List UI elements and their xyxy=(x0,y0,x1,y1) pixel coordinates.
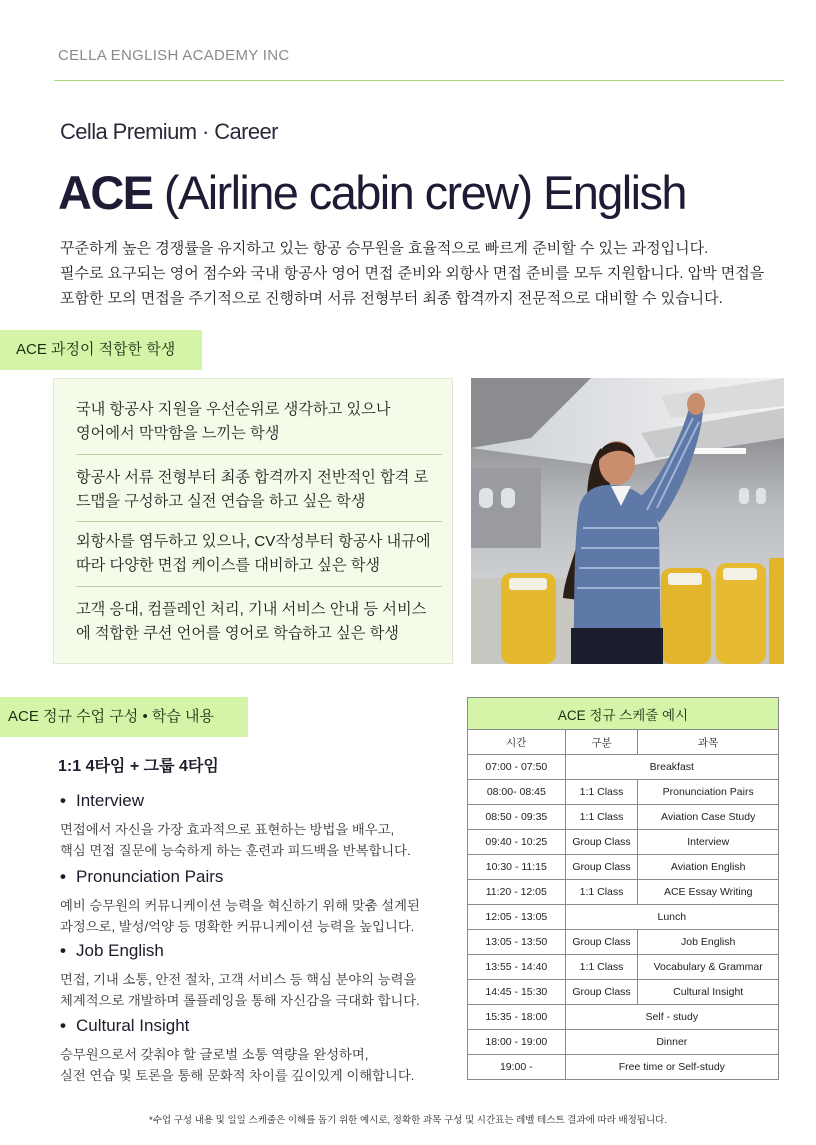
item-divider xyxy=(76,454,442,455)
desc-line: 핵심 면접 질문에 능숙하게 하는 훈련과 피드백을 반복합니다. xyxy=(60,843,411,858)
cell-time: 07:00 - 07:50 xyxy=(468,755,566,780)
cell-type: Group Class xyxy=(565,980,638,1005)
cell-type: 1:1 Class xyxy=(565,780,638,805)
table-row xyxy=(468,930,779,955)
page-title xyxy=(58,165,686,220)
table-row xyxy=(468,1005,779,1030)
column-header-time: 시간 xyxy=(468,730,566,755)
course-heading xyxy=(60,789,460,813)
cell-time: 09:40 - 10:25 xyxy=(468,830,566,855)
cell-time: 18:00 - 19:00 xyxy=(468,1030,566,1055)
session-summary: 1:1 4타임 + 그룹 4타임 xyxy=(58,758,219,775)
cell-subject: Aviation English xyxy=(638,855,779,880)
cell-subject: Aviation Case Study xyxy=(638,805,779,830)
schedule-table xyxy=(467,697,779,1080)
desc-line: 과정으로, 발성/억양 등 명확한 커뮤니케이션 능력을 높입니다. xyxy=(60,919,415,934)
cell-time: 08:00- 08:45 xyxy=(468,780,566,805)
cell-time: 15:35 - 18:00 xyxy=(468,1005,566,1030)
intro-line: 포함한 모의 면접을 주기적으로 진행하며 서류 전형부터 최종 합격까지 전문적으로 대비할 수 있습니다. xyxy=(60,290,723,307)
cell-time: 13:55 - 14:40 xyxy=(468,955,566,980)
item-line: 외항사를 염두하고 있으나, CV작성부터 항공사 내규에 xyxy=(76,533,431,550)
cell-time: 08:50 - 09:35 xyxy=(468,805,566,830)
cell-time: 11:20 - 12:05 xyxy=(468,880,566,905)
desc-line: 실전 연습 및 토론을 통해 문화적 차이를 깊이있게 이해합니다. xyxy=(60,1068,415,1083)
cell-subject: Pronunciation Pairs xyxy=(638,780,779,805)
course-interview xyxy=(60,789,460,861)
item-line: 에 적합한 쿠션 언어를 영어로 학습하고 싶은 학생 xyxy=(76,625,399,642)
cell-subject: Cultural Insight xyxy=(638,980,779,1005)
course-description xyxy=(60,819,460,861)
item-line: 영어에서 막막함을 느끼는 학생 xyxy=(76,425,280,442)
suitable-students-panel xyxy=(53,378,453,664)
cell-subject: Vocabulary & Grammar xyxy=(638,955,779,980)
company-name: CELLA ENGLISH ACADEMY INC xyxy=(58,47,290,64)
item-line: 따라 다양한 면접 케이스를 대비하고 싶은 학생 xyxy=(76,557,381,574)
column-header-type: 구분 xyxy=(565,730,638,755)
suitable-student-item xyxy=(76,598,442,646)
table-row xyxy=(468,855,779,880)
cell-type: Group Class xyxy=(565,855,638,880)
cell-subject: Interview xyxy=(638,830,779,855)
course-heading xyxy=(60,1014,460,1038)
footnote: *수업 구성 내용 및 일일 스케줄은 이해를 돕기 위한 예시로, 정확한 과목 구성 및 시간표는 레벨 테스트 결과에 따라 배정됩니다. xyxy=(149,1115,667,1126)
bullet: • xyxy=(60,791,66,810)
course-description xyxy=(60,895,460,937)
course-name: Cultural Insight xyxy=(76,1016,190,1035)
desc-line: 면접, 기내 소통, 안전 절차, 고객 서비스 등 핵심 분야의 능력을 xyxy=(60,972,417,987)
table-row xyxy=(468,955,779,980)
cell-subject: Free time or Self-study xyxy=(565,1055,778,1080)
title-acronym: ACE xyxy=(58,166,153,219)
cell-subject: Job English xyxy=(638,930,779,955)
cell-subject: Breakfast xyxy=(565,755,778,780)
cell-type: Group Class xyxy=(565,930,638,955)
bullet: • xyxy=(60,1016,66,1035)
header-divider xyxy=(54,80,784,81)
table-row xyxy=(468,1030,779,1055)
table-row xyxy=(468,905,779,930)
desc-line: 승무원으로서 갖춰야 할 글로벌 소통 역량을 완성하며, xyxy=(60,1047,369,1062)
course-cultural-insight xyxy=(60,1014,460,1086)
course-heading xyxy=(60,865,460,889)
table-row xyxy=(468,805,779,830)
suitable-students-label: ACE 과정이 적합한 학생 xyxy=(0,330,202,370)
item-line: 항공사 서류 전형부터 최종 합격까지 전반적인 합격 로 xyxy=(76,469,429,486)
cell-type: 1:1 Class xyxy=(565,880,638,905)
table-row xyxy=(468,780,779,805)
cell-subject: ACE Essay Writing xyxy=(638,880,779,905)
intro-line: 필수로 요구되는 영어 점수와 국내 항공사 영어 면접 준비와 외항사 면접 준비를 모두 지원합니다. 압박 면접을 xyxy=(60,265,765,282)
cell-subject: Lunch xyxy=(565,905,778,930)
item-divider xyxy=(76,586,442,587)
schedule-title: ACE 정규 스케줄 예시 xyxy=(468,698,779,730)
cell-time: 10:30 - 11:15 xyxy=(468,855,566,880)
cell-time: 19:00 - xyxy=(468,1055,566,1080)
suitable-student-item xyxy=(76,530,442,578)
cell-type: Group Class xyxy=(565,830,638,855)
course-name: Pronunciation Pairs xyxy=(76,867,224,886)
suitable-student-item xyxy=(76,466,442,514)
item-divider xyxy=(76,521,442,522)
bullet: • xyxy=(60,941,66,960)
column-header-subject: 과목 xyxy=(638,730,779,755)
curriculum-label: ACE 정규 수업 구성 • 학습 내용 xyxy=(0,697,248,737)
bullet: • xyxy=(60,867,66,886)
item-line: 국내 항공사 지원을 우선순위로 생각하고 있으나 xyxy=(76,401,391,418)
cabin-crew-photo xyxy=(471,378,784,664)
cell-time: 12:05 - 13:05 xyxy=(468,905,566,930)
schedule-body xyxy=(468,755,779,1080)
cell-subject: Self - study xyxy=(565,1005,778,1030)
course-name: Job English xyxy=(76,941,164,960)
title-rest: (Airline cabin crew) English xyxy=(152,166,686,219)
program-subtitle: Cella Premium · Career xyxy=(60,119,278,144)
course-pronunciation-pairs xyxy=(60,865,460,937)
cell-type: 1:1 Class xyxy=(565,955,638,980)
item-line: 드맵을 구성하고 실전 연습을 하고 싶은 학생 xyxy=(76,493,366,510)
table-row xyxy=(468,830,779,855)
suitable-student-item xyxy=(76,398,442,446)
desc-line: 체계적으로 개발하며 롤플레잉을 통해 자신감을 극대화 합니다. xyxy=(60,993,420,1008)
cell-subject: Dinner xyxy=(565,1030,778,1055)
table-row xyxy=(468,1055,779,1080)
cell-type: 1:1 Class xyxy=(565,805,638,830)
table-row xyxy=(468,880,779,905)
intro-paragraph xyxy=(60,236,790,311)
table-row xyxy=(468,980,779,1005)
item-line: 고객 응대, 컴플레인 처리, 기내 서비스 안내 등 서비스 xyxy=(76,601,427,618)
course-heading xyxy=(60,939,460,963)
desc-line: 면접에서 자신을 가장 효과적으로 표현하는 방법을 배우고, xyxy=(60,822,395,837)
table-row xyxy=(468,755,779,780)
course-job-english xyxy=(60,939,460,1011)
desc-line: 예비 승무원의 커뮤니케이션 능력을 혁신하기 위해 맞춤 설계된 xyxy=(60,898,420,913)
course-description xyxy=(60,1044,460,1086)
course-description xyxy=(60,969,460,1011)
course-name: Interview xyxy=(76,791,145,810)
cell-time: 13:05 - 13:50 xyxy=(468,930,566,955)
cell-time: 14:45 - 15:30 xyxy=(468,980,566,1005)
intro-line: 꾸준하게 높은 경쟁률을 유지하고 있는 항공 승무원을 효율적으로 빠르게 준비할 수 있는 과정입니다. xyxy=(60,240,709,257)
